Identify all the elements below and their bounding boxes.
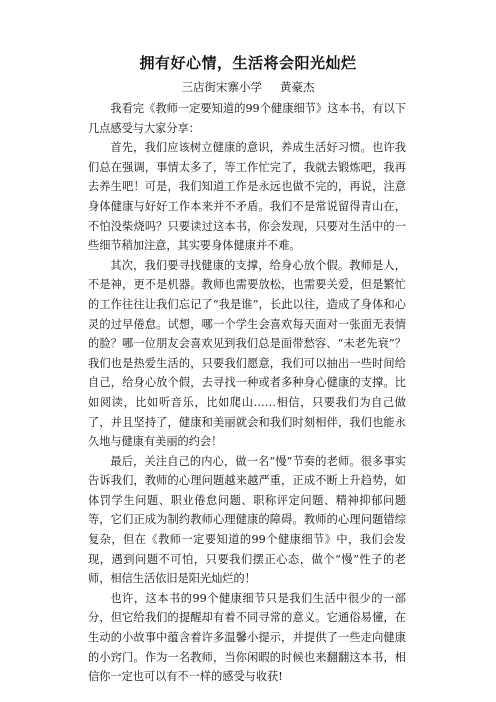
paragraph-first-point: 首先，我们应该树立健康的意识，养成生活好习惯。也许我们总在强调，事情太多了，等工作忙完了，我就去锻炼吧，我再去养生吧！可是，我们知道工作是永远也做不完的，再说，注意身体健康与好好工作本来并不矛盾。我们不是常说留得青山在，不怕没柴烧吗？只要读过这本书，你会发现，只要对生活中的一些细节稍加注意，其实要身体健康并不难。 [88,141,406,253]
document-body [88,99,406,687]
author-name: 黄豪杰 [280,80,315,94]
school-name: 三店街宋寨小学 [181,80,262,94]
paragraph-intro: 我看完《教师一定要知道的99个健康细节》这本书，有以下几点感受与大家分享： [88,102,406,135]
paragraph-conclusion: 也许，这本书的99个健康细节只是我们生活中很少的一部分，但它给我们的提醒却有着不同寻常的意义。它通俗易懂，在生动的小故事中蕴含着许多温馨小提示，并提供了一些走向健康的小窍门。作为一名教师，当你闲暇的时候也来翻翻这本书，相信你一定也可以有不一样的感受与收获! [88,591,406,684]
paragraph-second-point: 其次，我们要寻找健康的支撑，给身心放个假。教师是人，不是神，更不是机器。教师也需要放松，也需要关爱，但是繁忙的工作往往让我们忘记了“我是谁”，长此以往，造成了身体和心灵的过早倦怠。试想，哪一个学生会喜欢每天面对一张面无表情的脸？哪一位朋友会喜欢见到我们总是面带愁容、“未老先衰”？我们也是热爱生活的，只要我们愿意，我们可以抽出一些时间给自己，给身心放个假，去寻找一种或者多种身心健康的支撑。比如阅读，比如听音乐，比如爬山……相信，只要我们为自己做了，并且坚持了，健康和美丽就会和我们时刻相伴，我们也能永久地与健康有美丽的约会！ [88,258,406,449]
paragraph-third-point: 最后，关注自己的内心，做一名“慢”节奏的老师。很多事实告诉我们，教师的心理问题越来越严重，正成不断上升趋势，如体罚学生问题、职业倦怠问题、职称评定问题、精神抑郁问题等，它们正成为制约教师心理健康的障碍。教师的心理问题错综复杂，但在《教师一定要知道的99个健康细节》中，我们会发现，遇到问题不可怕，只要我们摆正心态，做个“慢”性子的老师，相信生活依旧是阳光灿烂的！ [88,454,406,586]
byline [0,79,496,95]
document-title: 拥有好心情，生活将会阳光灿烂 [139,54,357,72]
